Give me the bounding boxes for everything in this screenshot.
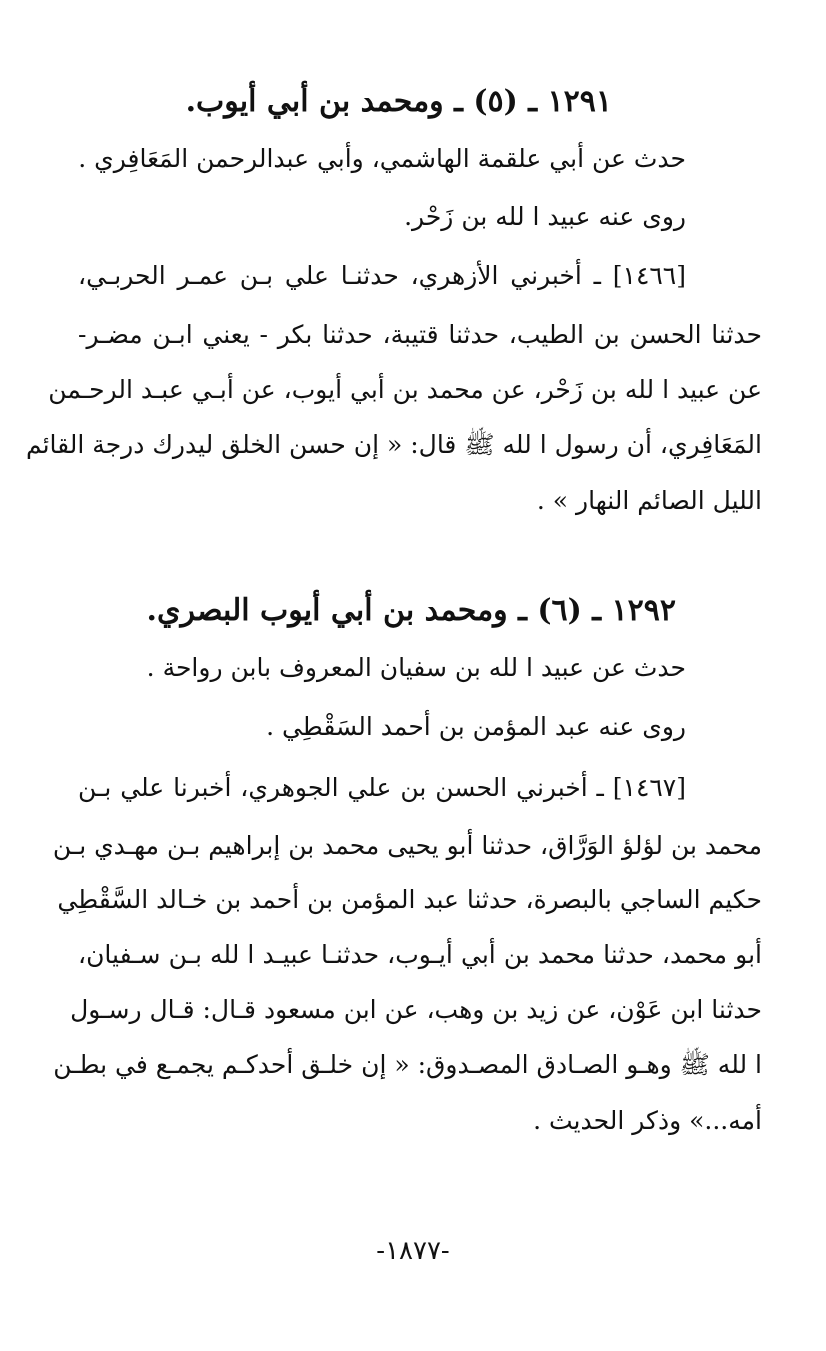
entry-1292-hadith-line: أبو محمد، حدثنا محمد بن أبي أيـوب، حدثنـا عبيـد ا لله بـن سـفيان،	[78, 940, 762, 969]
entry-1291-line: روى عنه عبيد ا لله بن زَحْر.	[404, 202, 686, 231]
entry-1292-hadith-line: حدثنا ابن عَوْن، عن زيد بن وهب، عن ابن مسعود قـال: قـال رسـول	[70, 995, 762, 1024]
entry-1291-hadith-line: الليل الصائم النهار » .	[536, 486, 762, 515]
entry-1291-hadith-line: [١٤٦٦] ـ أخبرني الأزهري، حدثنـا علي بـن عمـر الحربـي،	[78, 261, 686, 290]
entry-1292-hadith-line: ا لله ﷺ وهـو الصـادق المصـدوق: « إن خلـق أحدكـم يجمـع في بطـن	[53, 1050, 762, 1079]
entry-1292-line: روى عنه عبد المؤمن بن أحمد السَقْطِي .	[266, 712, 686, 741]
entry-title-1291: ١٢٩١ ـ (٥) ـ ومحمد بن أبي أيوب.	[185, 84, 612, 119]
entry-1292-hadith-line: [١٤٦٧] ـ أخبرني الحسن بن علي الجوهري، أخبرنا علي بـن	[78, 773, 686, 802]
entry-1292-line: حدث عن عبيد ا لله بن سفيان المعروف بابن رواحة .	[146, 653, 686, 682]
entry-title-1292: ١٢٩٢ ـ (٦) ـ ومحمد بن أبي أيوب البصري.	[146, 593, 676, 628]
entry-1292-hadith-line: محمد بن لؤلؤ الوَرَّاق، حدثنا أبو يحيى محمد بن إبراهيم بـن مهـدي بـن	[52, 831, 762, 860]
page-number: -١٨٧٧-	[376, 1236, 450, 1266]
entry-1291-hadith-line: عن عبيد ا لله بن زَحْر، عن محمد بن أبي أيوب، عن أبـي عبـد الرحـمن	[48, 375, 762, 404]
entry-1292-hadith-line: حكيم الساجي بالبصرة، حدثنا عبد المؤمن بن أحمد بن خـالد السَّقْطِي	[57, 885, 762, 914]
entry-1291-line: حدث عن أبي علقمة الهاشمي، وأبي عبدالرحمن المَعَافِري .	[78, 144, 686, 173]
entry-1291-hadith-line: المَعَافِري، أن رسول ا لله ﷺ قال: « إن حسن الخلق ليدرك درجة القائم	[25, 430, 762, 459]
entry-1291-hadith-line: حدثنا الحسن بن الطيب، حدثنا قتيبة، حدثنا بكر - يعني ابـن مضـر-	[78, 320, 762, 349]
entry-1292-hadith-line: أمه...» وذكر الحديث .	[533, 1106, 762, 1135]
